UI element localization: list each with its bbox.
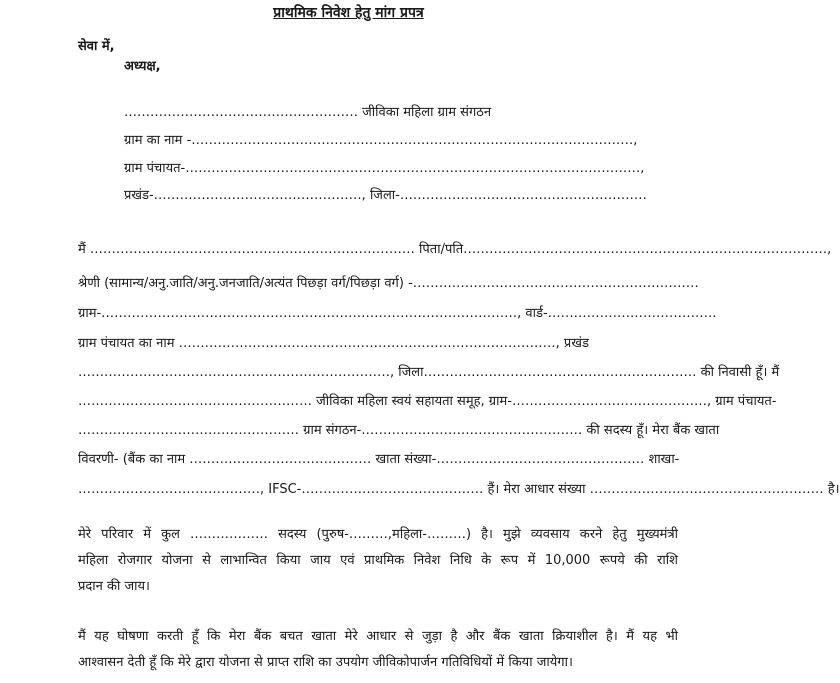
paragraph1-line: मेरे परिवार में कुल ……………… सदस्य (पुरुष-………,महिला-………) है। मुझे व्यवसाय करने हेतु मुख्यमंत्री (78, 527, 678, 542)
village-name-line: ग्राम का नाम -…………………………………………………………………………………………, (124, 133, 638, 148)
form-title: प्राथमिक निवेश हेतु मांग प्रपत्र (273, 5, 424, 21)
shg-line: ……………………………………………… जीविका महिला स्वयं सहायता समूह, ग्राम-………………………………………, ग्राम पंचायत- (78, 394, 777, 409)
category-line: श्रेणी (सामान्य/अनु.जाति/अनु.जनजाति/अत्यंत पिछड़ा वर्ग/पिछड़ा वर्ग) -………………………………………………………… (78, 276, 699, 291)
district-resident-line: ………………………………………………………………, जिला……………………………………………………… की निवासी हूँ। मैं (78, 365, 780, 380)
paragraph2-line: मैं यह घोषणा करती हूँ कि मेरा बैंक बचत खाता मेरे आधार से जुड़ा है और बैंक खाता क्रियाशील है। मैं यह भी (78, 629, 678, 644)
salutation: सेवा में, (78, 39, 115, 54)
family-request-paragraph (78, 522, 678, 600)
vo-member-line: …………………………………………… ग्राम संगठन-…………………………………………… की सदस्य हूँ। मेरा बैंक खाता (78, 423, 720, 438)
paragraph1-line: प्रदान की जाय। (78, 579, 150, 594)
panchayat-line: ग्राम पंचायत-……………………………………………………………………………………………, (124, 161, 645, 176)
ifsc-aadhaar-line: ……………………………………, IFSC-…………………………………… हैं। मेरा आधार संख्या ……………………………………………… है। (78, 482, 840, 497)
addressee-designation: अध्यक्ष, (124, 59, 161, 74)
declaration-paragraph (78, 624, 678, 676)
paragraph2-line: आश्वासन देती हूँ कि मेरे द्वारा योजना से प्राप्त राशि का उपयोग जीविकोपार्जन गतिविधियों में किया जायेगा। (78, 655, 573, 670)
paragraph1-line: महिला रोजगार योजना से लाभान्वित किया जाय एवं प्राथमिक निवेश निधि के रूप में 10,000 रूपये की राशि (78, 553, 678, 568)
gram-panchayat-line: ग्राम पंचायत का नाम ……………………………………………………………………………, प्रखंड (78, 336, 589, 351)
block-district-line: प्रखंड-…………………………………………, जिला-………………………………………………… (124, 188, 647, 203)
village-ward-line: ग्राम-……………………………………………………………………………………, वार्ड-………………………………… (78, 306, 717, 321)
bank-detail-line: विवरणी- (बैंक का नाम …………………………………… खाता संख्या-………………………………………… शाखा- (78, 452, 680, 467)
applicant-name-line: मैं ………………………………………………………………… पिता/पति…………………………………………………………………………, (78, 242, 832, 257)
org-name-line: ……………………………………………… जीविका महिला ग्राम संगठन (124, 105, 492, 120)
